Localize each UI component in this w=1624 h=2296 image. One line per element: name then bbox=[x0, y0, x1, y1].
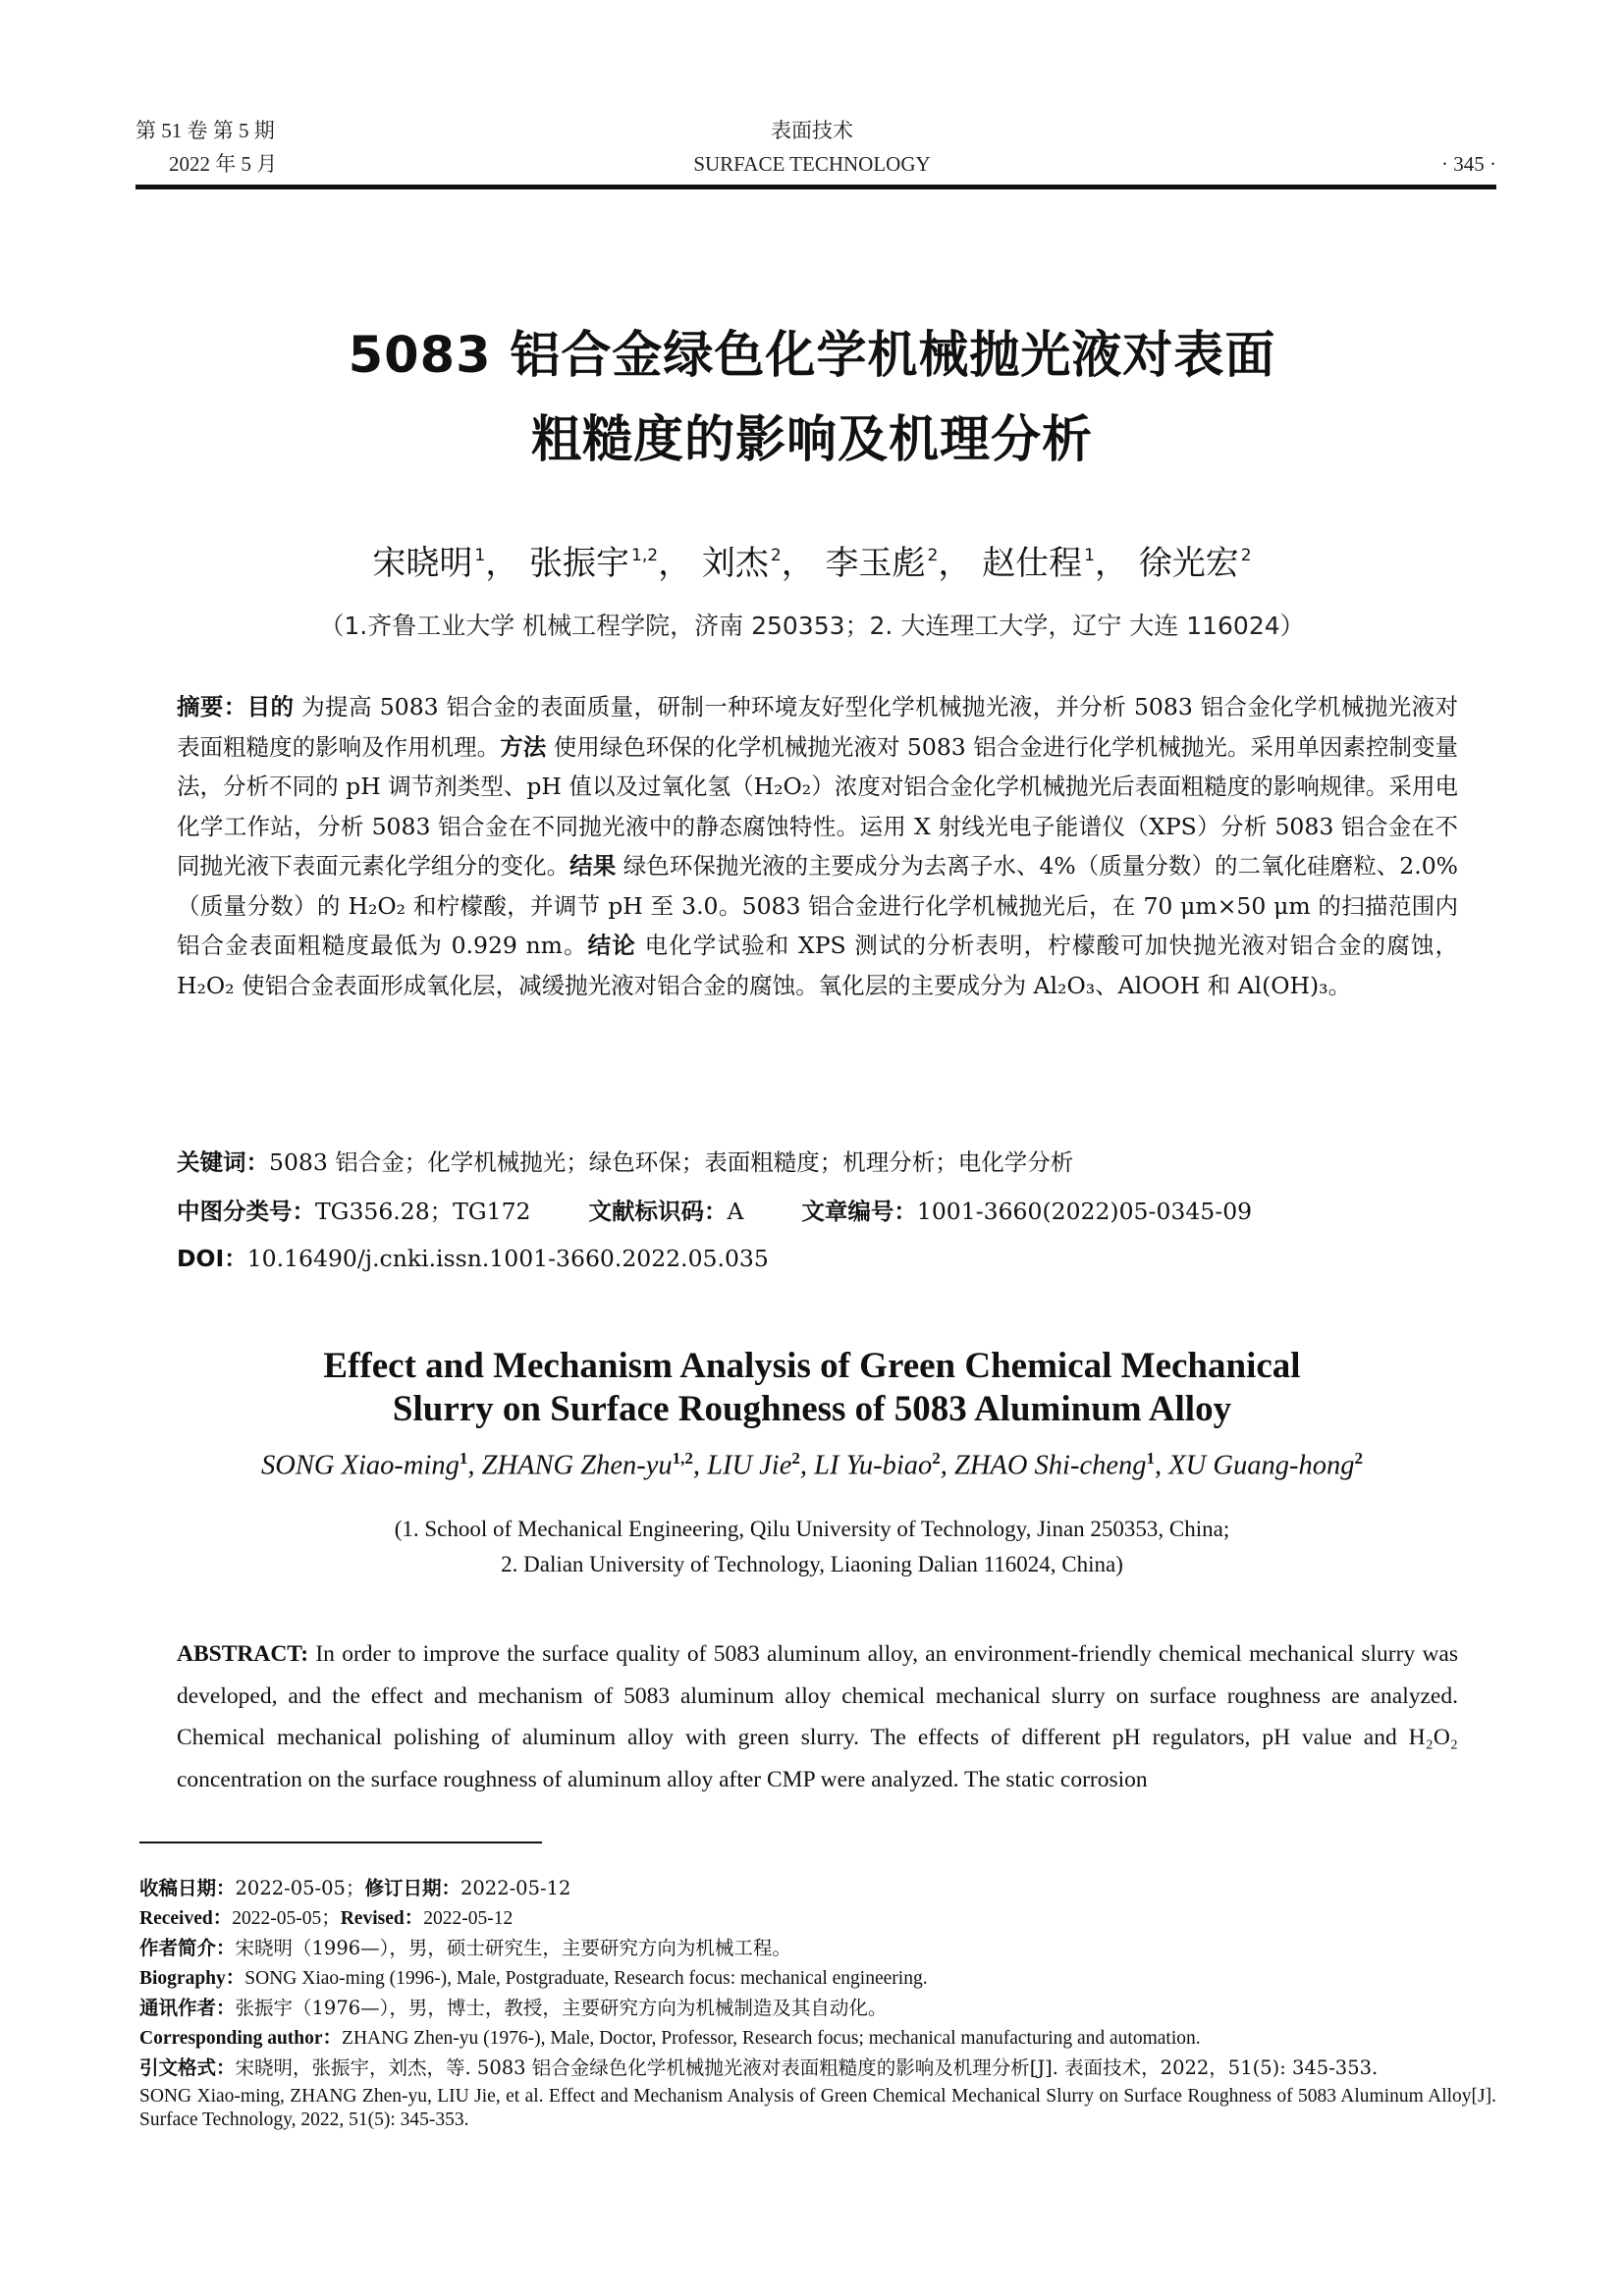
header-date: 2022 年 5 月 bbox=[169, 152, 278, 176]
article-number-value: 1001-3660(2022)05-0345-09 bbox=[916, 1198, 1253, 1225]
revised-cn-value: 2022-05-12 bbox=[460, 1877, 571, 1899]
revised-en-label: Revised： bbox=[340, 1907, 424, 1929]
revised-en-value: 2022-05-12 bbox=[423, 1907, 514, 1929]
author-en-aff: 2 bbox=[791, 1449, 800, 1468]
revised-cn-label: 修订日期： bbox=[364, 1877, 460, 1899]
keywords bbox=[177, 1143, 1458, 1182]
received-cn-label: 收稿日期： bbox=[139, 1877, 236, 1899]
title-en-line2: Slurry on Surface Roughness of 5083 Aluminum Alloy bbox=[392, 1389, 1232, 1429]
doi-value: 10.16490/j.cnki.issn.1001-3660.2022.05.035 bbox=[246, 1245, 769, 1272]
doi-label: DOI： bbox=[177, 1245, 247, 1272]
author-en: LIU Jie bbox=[707, 1450, 792, 1481]
footnote-received-en bbox=[139, 1907, 1496, 1932]
affiliation-en-line1: (1. School of Mechanical Engineering, Qilu University of Technology, Jinan 250353, China; bbox=[394, 1517, 1230, 1541]
authors-en: SONG Xiao-ming$^1$, ZHANG Zhen-yu$^{1,2}$, LIU Jie$^2$, LI Yu-biao$^2$, ZHAO Shi-cheng$^1$, XU Guang-hong$^2$ bbox=[261, 1449, 1363, 1481]
author-cn-aff: 1,2 bbox=[631, 546, 659, 565]
footnote-received-cn bbox=[139, 1877, 1496, 1901]
corr-en-text: ZHANG Zhen-yu (1976-), Male, Doctor, Professor, Research focus; mechanical manufacturing and automation. bbox=[342, 2027, 1201, 2049]
footnote-corresponding-cn bbox=[139, 1997, 1496, 2021]
cite-cn-label: 引文格式： bbox=[139, 2056, 236, 2079]
received-en-value: 2022-05-05； bbox=[232, 1907, 341, 1929]
clc-label: 中图分类号： bbox=[177, 1198, 315, 1225]
author-cn: 赵仕程 bbox=[982, 544, 1083, 583]
author-en: SONG Xiao-ming bbox=[261, 1450, 460, 1481]
abstract-en bbox=[177, 1633, 1458, 1800]
author-en-aff: 1 bbox=[459, 1449, 468, 1468]
header-journal-cn: 表面技术 bbox=[771, 119, 853, 142]
author-en: XU Guang-hong bbox=[1168, 1450, 1355, 1481]
author-cn-aff: 1 bbox=[1084, 546, 1095, 565]
bio-en-text: SONG Xiao-ming (1996-), Male, Postgraduate, Research focus: mechanical engineering. bbox=[244, 1967, 928, 1989]
doc-code-value: A bbox=[727, 1198, 744, 1225]
abstract-result-text: 绿色环保抛光液的主要成分为去离子水、4%（质量分数）的二氧化硅磨粒、2.0%（质量分数）的 H₂O₂ 和柠檬酸，并调节 pH 至 3.0。5083 铝合金进行化学机械抛光后，在 70 μm×50 μm 的扫描范围内铝合金表面粗糙度最低为 0.929 nm。 bbox=[177, 852, 1458, 959]
author-cn: 李玉彪 bbox=[825, 544, 926, 583]
title-en-line1: Effect and Mechanism Analysis of Green Chemical Mechanical bbox=[323, 1346, 1301, 1386]
keywords-label: 关键词： bbox=[177, 1148, 269, 1176]
author-en: ZHAO Shi-cheng bbox=[953, 1450, 1147, 1481]
author-cn-aff: 2 bbox=[770, 546, 782, 565]
clc-value: TG356.28；TG172 bbox=[315, 1198, 531, 1225]
author-cn: 刘杰 bbox=[701, 544, 769, 583]
abstract-conclusion-label: 结论 bbox=[587, 932, 636, 959]
abstract-cn bbox=[177, 687, 1458, 1005]
author-en-aff: 2 bbox=[1354, 1449, 1363, 1468]
title-cn-line1: 5083 铝合金绿色化学机械抛光液对表面 bbox=[348, 327, 1276, 385]
doc-code-label: 文献标识码： bbox=[588, 1198, 728, 1225]
footnote-bio-cn bbox=[139, 1937, 1496, 1961]
abstract-cn-label: 摘要： bbox=[177, 693, 247, 721]
author-cn-aff: 2 bbox=[1240, 546, 1252, 565]
author-en: ZHANG Zhen-yu bbox=[481, 1450, 673, 1481]
footnote-citation-cn bbox=[139, 2056, 1496, 2081]
corr-cn-text: 张振宇（1976—），男，博士，教授，主要研究方向为机械制造及其自动化。 bbox=[235, 1997, 888, 2019]
footnotes bbox=[139, 1877, 1496, 2133]
author-en: LI Yu-biao bbox=[814, 1450, 933, 1481]
article-number-label: 文章编号： bbox=[801, 1198, 917, 1225]
bio-cn-text: 宋晓明（1996—），男，硕士研究生，主要研究方向为机械工程。 bbox=[235, 1937, 791, 1959]
doi bbox=[177, 1239, 1458, 1278]
received-en-label: Received： bbox=[139, 1907, 233, 1929]
affiliation-cn: （1.齐鲁工业大学 机械工程学院，济南 250353；2. 大连理工大学，辽宁 大连 116024） bbox=[319, 612, 1305, 640]
header-rule bbox=[135, 185, 1496, 189]
author-cn: 徐光宏 bbox=[1138, 544, 1239, 583]
footnote-corresponding-en bbox=[139, 2027, 1496, 2052]
author-en-aff: 1 bbox=[1146, 1449, 1155, 1468]
abstract-en-text: In order to improve the surface quality of 5083 aluminum alloy, an environment-friendly chemical mechanical slurry was developed, and the effect and mechanism of 5083 aluminum alloy chemical mechanical slurry on surface roughness are analyzed. Chemical mechanical polishing of aluminum alloy with green slurry. The effects of different pH regulators, pH value and H₂O₂ concentration on the surface roughness of aluminum alloy after CMP were analyzed. The static corrosion bbox=[177, 1641, 1459, 1792]
bio-en-label: Biography： bbox=[139, 1967, 245, 1989]
abstract-objective-text: 为提高 5083 铝合金的表面质量，研制一种环境友好型化学机械抛光液，并分析 5083 铝合金化学机械抛光液对表面粗糙度的影响及作用机理。 bbox=[177, 693, 1458, 761]
abstract-conclusion-text: 电化学试验和 XPS 测试的分析表明，柠檬酸可加快抛光液对铝合金的腐蚀，H₂O₂ 使铝合金表面形成氧化层，减缓抛光液对铝合金的腐蚀。氧化层的主要成分为 Al₂O₃、AlOOH 和 Al(OH)₃。 bbox=[177, 932, 1458, 999]
abstract-method-label: 方法 bbox=[500, 732, 547, 761]
corr-en-label: Corresponding author： bbox=[139, 2027, 343, 2049]
received-cn-value: 2022-05-05； bbox=[235, 1877, 365, 1899]
author-en-aff: 1,2 bbox=[672, 1449, 693, 1468]
keywords-text: 5083 铝合金；化学机械抛光；绿色环保；表面粗糙度；机理分析；电化学分析 bbox=[269, 1148, 1074, 1176]
author-cn-aff: 1 bbox=[474, 546, 486, 565]
header-journal-en: SURFACE TECHNOLOGY bbox=[693, 152, 931, 176]
abstract-result-label: 结果 bbox=[569, 852, 617, 880]
author-cn: 张振宇 bbox=[529, 544, 630, 583]
cite-cn-text: 宋晓明，张振宇，刘杰，等. 5083 铝合金绿色化学机械抛光液对表面粗糙度的影响及机理分析[J]. 表面技术，2022，51(5): 345-353. bbox=[235, 2056, 1379, 2079]
author-en-aff: 2 bbox=[932, 1449, 941, 1468]
abstract-en-label: ABSTRACT: bbox=[177, 1641, 309, 1667]
abstract-method-text: 使用绿色环保的化学机械抛光液对 5083 铝合金进行化学机械抛光。采用单因素控制变量法，分析不同的 pH 调节剂类型、pH 值以及过氧化氢（H₂O₂）浓度对铝合金化学机械抛光后表面粗糙度的影响规律。采用电化学工作站，分析 5083 铝合金在不同抛光液中的静态腐蚀特性。运用 X 射线光电子能谱仪（XPS）分析 5083 铝合金在不同抛光液下表面元素化学组分的变化。 bbox=[177, 732, 1458, 880]
header-volume: 第 51 卷 第 5 期 bbox=[135, 119, 275, 142]
classification bbox=[177, 1192, 1458, 1231]
authors-cn: 宋晓明 $^1$， 张振宇 $^{1,2}$， 刘杰 $^2$， 李玉彪 $^2$， 赵仕程 $^1$， 徐光宏 $^2$ bbox=[372, 544, 1252, 583]
bio-cn-label: 作者简介： bbox=[139, 1937, 236, 1959]
footnote-bio-en bbox=[139, 1967, 1496, 1992]
header-page-number: · 345 · bbox=[1441, 152, 1496, 176]
footnote-citation-en: SONG Xiao-ming, ZHANG Zhen-yu, LIU Jie, et al. Effect and Mechanism Analysis of Green Chemical Mechanical Slurry on Surface Roughness of 5083 Aluminum Alloy[J]. Surface Technology, 2022, 51(5): 345-353. bbox=[139, 2085, 1496, 2130]
author-cn: 宋晓明 bbox=[372, 544, 473, 583]
author-cn-aff: 2 bbox=[927, 546, 939, 565]
abstract-objective-label: 目的 bbox=[246, 693, 295, 721]
title-cn-line2: 粗糙度的影响及机理分析 bbox=[530, 411, 1093, 469]
affiliation-en-line2: 2. Dalian University of Technology, Liaoning Dalian 116024, China) bbox=[501, 1552, 1123, 1576]
footnote-rule bbox=[139, 1842, 542, 1843]
corr-cn-label: 通讯作者： bbox=[139, 1997, 236, 2019]
